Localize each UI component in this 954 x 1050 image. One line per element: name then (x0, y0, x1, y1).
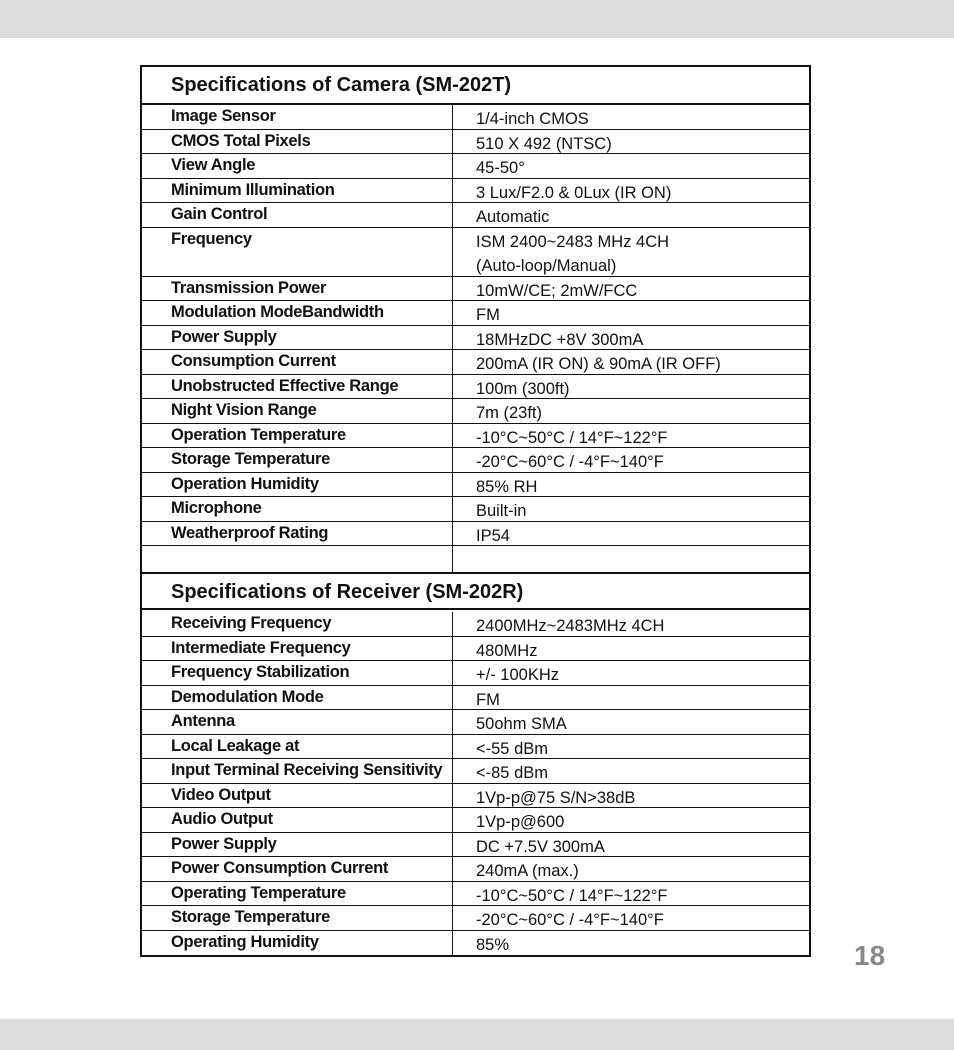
spec-value: <-55 dBm (476, 739, 548, 758)
spec-label: Operating Humidity (142, 931, 453, 956)
table-row (142, 882, 809, 907)
spec-label: View Angle (142, 154, 453, 178)
spec-label: Modulation ModeBandwidth (142, 301, 453, 325)
table-row (142, 203, 809, 228)
spec-value: DC +7.5V 300mA (476, 837, 605, 856)
bottom-band (0, 1019, 954, 1050)
spec-label: Video Output (142, 784, 453, 808)
spec-label: Receiving Frequency (142, 612, 453, 636)
spec-label: Minimum Illumination (142, 179, 453, 203)
table-row (142, 612, 809, 637)
table-row (142, 277, 809, 302)
page-number: 18 (854, 940, 886, 971)
spec-label: Intermediate Frequency (142, 637, 453, 661)
spec-value: 50ohm SMA (476, 715, 567, 733)
spec-value: 3 Lux/F2.0 & 0Lux (IR ON) (476, 183, 672, 202)
spec-label: Weatherproof Rating (142, 522, 453, 546)
receiver-spec-rows (142, 612, 809, 955)
spec-value: -10°C~50°C / 14°F~122°F (476, 886, 668, 905)
spec-value: 10mW/CE; 2mW/FCC (476, 281, 638, 300)
table-row (142, 931, 809, 956)
spec-value: IP54 (476, 526, 510, 545)
spec-label: Gain Control (142, 203, 453, 227)
table-row (142, 710, 809, 735)
spec-label: Consumption Current (142, 350, 453, 374)
spec-value-line: ISM 2400~2483 MHz 4CH (476, 232, 670, 251)
spec-value: 480MHz (476, 641, 538, 660)
spec-value-line: (Auto-loop/Manual) (476, 256, 617, 275)
table-row (142, 833, 809, 858)
spec-label: Operation Humidity (142, 473, 453, 497)
spec-value: 240mA (max.) (476, 862, 579, 880)
empty-cell (142, 546, 453, 574)
table-row (142, 686, 809, 711)
spec-label: Power Supply (142, 833, 453, 857)
spec-label: CMOS Total Pixels (142, 130, 453, 154)
spec-label: Operation Temperature (142, 424, 453, 448)
table-row (142, 661, 809, 686)
spec-value: 100m (300ft) (476, 379, 570, 398)
table-row (142, 857, 809, 882)
receiver-spec-title: Specifications of Receiver (SM-202R) (142, 572, 809, 610)
table-row (142, 154, 809, 179)
spec-value: Built-in (476, 502, 527, 520)
spec-label: Storage Temperature (142, 906, 453, 930)
spec-label: Image Sensor (142, 105, 453, 129)
specifications-table (140, 65, 811, 957)
spec-value: 18MHzDC +8V 300mA (476, 330, 644, 349)
spec-value: FM (476, 690, 500, 709)
camera-spec-rows (142, 105, 809, 574)
empty-row (142, 546, 809, 574)
spec-value: FM (476, 306, 500, 324)
spec-label: Night Vision Range (142, 399, 453, 423)
table-row (142, 375, 809, 400)
spec-label: Transmission Power (142, 277, 453, 301)
table-row (142, 399, 809, 424)
spec-value: 85% RH (476, 477, 538, 496)
spec-label: Frequency (142, 228, 453, 276)
spec-value: -20°C~60°C / -4°F~140°F (476, 911, 664, 929)
spec-value: 510 X 492 (NTSC) (476, 134, 612, 153)
table-row (142, 326, 809, 351)
spec-label: Power Consumption Current (142, 857, 453, 881)
table-row (142, 735, 809, 760)
table-row (142, 497, 809, 522)
camera-spec-title: Specifications of Camera (SM-202T) (142, 67, 809, 105)
table-row (142, 130, 809, 155)
spec-label: Antenna (142, 710, 453, 734)
spec-label: Storage Temperature (142, 448, 453, 472)
spec-label: Operating Temperature (142, 882, 453, 906)
spec-label: Frequency Stabilization (142, 661, 453, 685)
table-row (142, 301, 809, 326)
spec-value: 2400MHz~2483MHz 4CH (476, 617, 665, 635)
spec-value: <-85 dBm (476, 764, 548, 782)
table-row (142, 522, 809, 547)
spec-value: 85% (476, 935, 510, 954)
empty-cell (453, 546, 809, 574)
table-row (142, 350, 809, 375)
spec-value: -10°C~50°C / 14°F~122°F (476, 428, 668, 447)
table-row (142, 759, 809, 784)
spec-value: 1Vp-p@75 S/N>38dB (476, 788, 636, 807)
spec-label: Microphone (142, 497, 453, 521)
table-row (142, 105, 809, 130)
spec-value (453, 228, 809, 276)
spec-label: Demodulation Mode (142, 686, 453, 710)
table-row (142, 637, 809, 662)
spec-value: Automatic (476, 208, 550, 226)
spec-label: Power Supply (142, 326, 453, 350)
spec-value: 1Vp-p@600 (476, 813, 565, 831)
table-row (142, 424, 809, 449)
table-row (142, 448, 809, 473)
spec-value: 45-50° (476, 159, 525, 177)
spec-label: Input Terminal Receiving Sensitivity (142, 759, 453, 783)
spec-value: -20°C~60°C / -4°F~140°F (476, 453, 664, 471)
spec-value: 7m (23ft) (476, 404, 543, 422)
table-row (142, 179, 809, 204)
spec-label: Unobstructed Effective Range (142, 375, 453, 399)
spec-value: +/- 100KHz (476, 666, 559, 684)
table-row (142, 906, 809, 931)
table-row (142, 228, 809, 277)
top-band (0, 0, 954, 38)
spec-label: Audio Output (142, 808, 453, 832)
table-row (142, 808, 809, 833)
table-row (142, 784, 809, 809)
spec-value: 200mA (IR ON) & 90mA (IR OFF) (476, 355, 721, 373)
spec-value: 1/4-inch CMOS (476, 110, 589, 128)
spec-label: Local Leakage at (142, 735, 453, 759)
table-row (142, 473, 809, 498)
